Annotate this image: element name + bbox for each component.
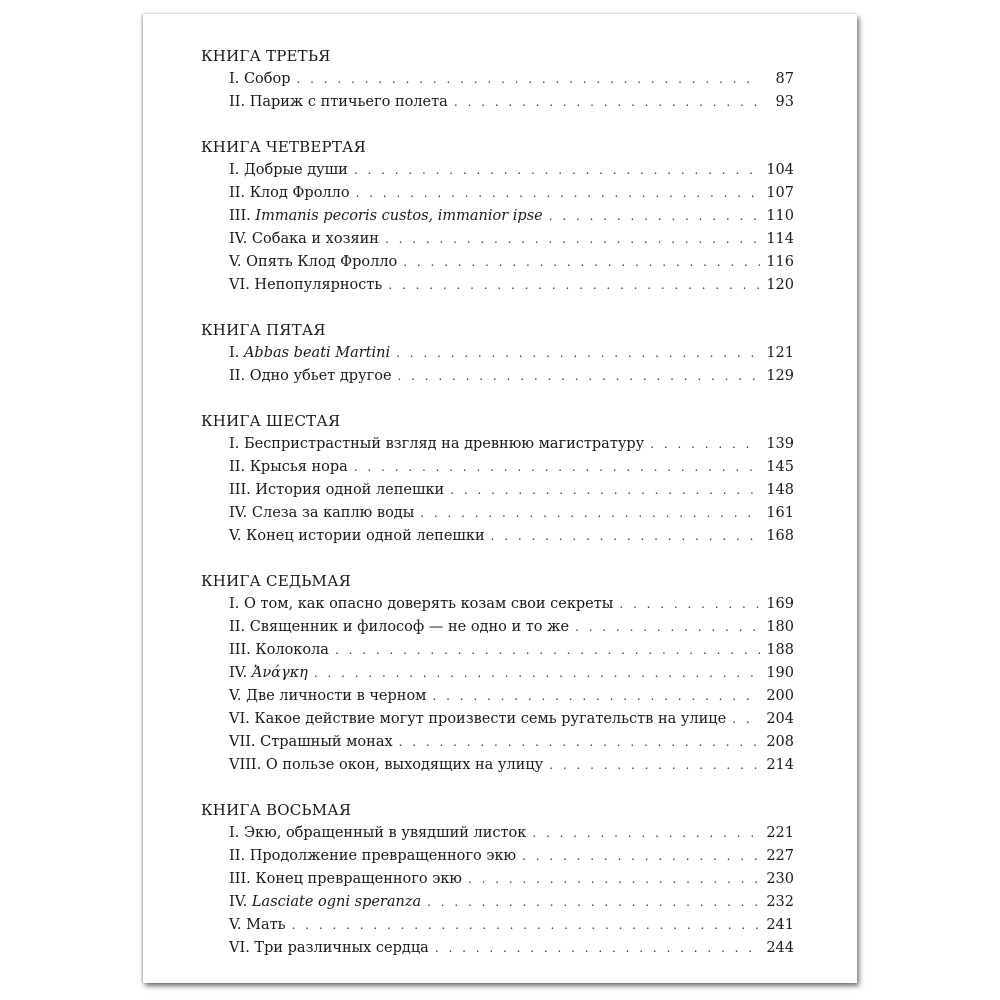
book-title: КНИГА ЧЕТВЕРТАЯ — [201, 138, 366, 156]
page-number: 139 — [766, 436, 794, 452]
chapter-label — [229, 639, 329, 662]
chapter-number: II. — [229, 619, 246, 635]
page-number: 168 — [766, 528, 794, 544]
chapter-title: История одной лепешки — [255, 482, 445, 498]
dot-leader — [335, 639, 760, 662]
dot-leader — [454, 91, 760, 114]
page-number: 188 — [766, 642, 794, 658]
toc-entry[interactable] — [201, 274, 794, 297]
table-of-contents — [201, 45, 794, 982]
chapter-label — [229, 616, 569, 639]
chapter-number: VI. — [229, 277, 250, 293]
dot-leader — [398, 365, 760, 388]
page-number: 230 — [766, 871, 794, 887]
chapter-label — [229, 365, 392, 388]
chapter-title: Immanis pecoris custos, immanior ipse — [255, 208, 543, 224]
page-number: 180 — [766, 619, 794, 635]
page-number: 110 — [766, 208, 794, 224]
chapter-label — [229, 731, 393, 754]
chapter-label — [229, 456, 348, 479]
page-number: 129 — [766, 368, 794, 384]
chapter-label — [229, 274, 382, 297]
chapter-label — [229, 593, 613, 616]
page-number: 208 — [766, 734, 794, 750]
chapter-label — [229, 891, 421, 914]
chapter-number: I. — [229, 436, 240, 452]
chapter-title: Одно убьет другое — [249, 368, 392, 384]
page-number: 161 — [766, 505, 794, 521]
toc-entry[interactable] — [201, 937, 794, 960]
chapter-label — [229, 342, 390, 365]
chapter-title: О том, как опасно доверять козам свои секреты — [243, 596, 614, 612]
chapter-number: II. — [229, 94, 246, 110]
toc-entry[interactable] — [201, 754, 794, 777]
page-number: 200 — [766, 688, 794, 704]
chapter-title: Lasciate ogni speranza — [251, 894, 422, 910]
chapter-title: Добрые души — [243, 162, 348, 178]
chapter-label — [229, 433, 644, 456]
dot-leader — [619, 593, 760, 616]
page-number: 169 — [766, 596, 794, 612]
dot-leader — [388, 274, 760, 297]
toc-entry[interactable] — [201, 251, 794, 274]
chapter-number: IV. — [229, 231, 248, 247]
dot-leader — [522, 845, 760, 868]
page-number: 241 — [766, 917, 794, 933]
dot-leader — [532, 822, 760, 845]
page-number: 227 — [766, 848, 794, 864]
chapter-title: Непопулярность — [254, 277, 383, 293]
toc-entry[interactable] — [201, 205, 794, 228]
dot-leader — [549, 754, 760, 777]
chapter-title: Колокола — [255, 642, 329, 658]
dot-leader — [450, 479, 760, 502]
page-number: 244 — [766, 940, 794, 956]
toc-entry[interactable] — [201, 456, 794, 479]
dot-leader — [314, 662, 760, 685]
toc-book-section — [201, 319, 794, 388]
toc-entry[interactable] — [201, 91, 794, 114]
page-number: 93 — [775, 94, 794, 110]
dot-leader — [491, 525, 760, 548]
chapter-title: Беспристрастный взгляд на древнюю магистратуру — [243, 436, 645, 452]
dot-leader — [396, 342, 760, 365]
toc-entry[interactable] — [201, 822, 794, 845]
page-number: 121 — [766, 345, 794, 361]
chapter-label — [229, 914, 286, 937]
chapter-label — [229, 68, 291, 91]
dot-leader — [354, 456, 760, 479]
page-number: 104 — [766, 162, 794, 178]
dot-leader — [432, 685, 760, 708]
chapter-title: Abbas beati Martini — [243, 345, 391, 361]
chapter-number: IV. — [229, 505, 248, 521]
toc-entry[interactable] — [201, 502, 794, 525]
toc-entry[interactable] — [201, 593, 794, 616]
chapter-number: III. — [229, 482, 251, 498]
chapter-title: Собор — [243, 71, 291, 87]
toc-book-section — [201, 799, 794, 960]
chapter-label — [229, 685, 426, 708]
toc-entry[interactable] — [201, 662, 794, 685]
book-title: КНИГА ТРЕТЬЯ — [201, 47, 331, 65]
book-title: КНИГА ВОСЬМАЯ — [201, 801, 352, 819]
chapter-label — [229, 868, 462, 891]
toc-entry[interactable] — [201, 479, 794, 502]
dot-leader — [468, 868, 760, 891]
page-number: 190 — [766, 665, 794, 681]
chapter-number: II. — [229, 185, 246, 201]
page-number: 221 — [766, 825, 794, 841]
chapter-label — [229, 502, 414, 525]
page-number: 148 — [766, 482, 794, 498]
chapter-title: Клод Фролло — [249, 185, 350, 201]
toc-entry[interactable] — [201, 365, 794, 388]
chapter-title: Париж с птичьего полета — [249, 94, 448, 110]
chapter-label — [229, 251, 397, 274]
dot-leader — [427, 891, 760, 914]
chapter-title: Экю, обращенный в увядший листок — [243, 825, 527, 841]
chapter-label — [229, 662, 308, 685]
chapter-label — [229, 159, 348, 182]
chapter-label — [229, 525, 485, 548]
dot-leader — [292, 914, 760, 937]
chapter-number: I. — [229, 825, 240, 841]
page-number: 145 — [766, 459, 794, 475]
chapter-title: Какое действие могут произвести семь ругательств на улице — [254, 711, 727, 727]
dot-leader — [403, 251, 760, 274]
dot-leader — [575, 616, 760, 639]
page-number: 116 — [766, 254, 794, 270]
chapter-title: Священник и философ — не одно и то же — [249, 619, 570, 635]
chapter-title: Конец истории одной лепешки — [246, 528, 485, 544]
toc-entry[interactable] — [201, 914, 794, 937]
toc-entry[interactable] — [201, 685, 794, 708]
dot-leader — [650, 433, 760, 456]
chapter-number: V. — [229, 254, 242, 270]
dot-leader — [549, 205, 760, 228]
chapter-number: VIII. — [229, 757, 262, 773]
chapter-number: I. — [229, 345, 240, 361]
toc-entry[interactable] — [201, 845, 794, 868]
page-number: 87 — [775, 71, 794, 87]
toc-book-section — [201, 136, 794, 297]
chapter-number: V. — [229, 917, 242, 933]
chapter-number: VI. — [229, 940, 250, 956]
chapter-label — [229, 228, 379, 251]
chapter-number: V. — [229, 688, 242, 704]
toc-book-section — [201, 45, 794, 114]
toc-book-section — [201, 570, 794, 777]
chapter-label — [229, 708, 726, 731]
toc-entry[interactable] — [201, 433, 794, 456]
dot-leader — [420, 502, 760, 525]
chapter-number: I. — [229, 162, 240, 178]
chapter-number: II. — [229, 368, 246, 384]
chapter-number: I. — [229, 71, 240, 87]
toc-entry[interactable] — [201, 616, 794, 639]
toc-entry[interactable] — [201, 182, 794, 205]
toc-entry[interactable] — [201, 891, 794, 914]
chapter-number: VI. — [229, 711, 250, 727]
chapter-label — [229, 205, 543, 228]
toc-entry[interactable] — [201, 159, 794, 182]
chapter-number: V. — [229, 528, 242, 544]
chapter-title: Продолжение превращенного экю — [249, 848, 517, 864]
dot-leader — [732, 708, 760, 731]
chapter-title: Собака и хозяин — [251, 231, 379, 247]
chapter-label — [229, 182, 350, 205]
chapter-number: II. — [229, 459, 246, 475]
toc-entry[interactable] — [201, 731, 794, 754]
toc-entry[interactable] — [201, 639, 794, 662]
chapter-label — [229, 937, 429, 960]
toc-entry[interactable] — [201, 68, 794, 91]
chapter-number: VII. — [229, 734, 256, 750]
chapter-number: IV. — [229, 665, 248, 681]
chapter-title: Ἀνάγκη — [251, 665, 308, 681]
chapter-label — [229, 845, 516, 868]
book-page — [143, 14, 857, 983]
toc-entry[interactable] — [201, 525, 794, 548]
book-title: КНИГА СЕДЬМАЯ — [201, 572, 351, 590]
page-number: 114 — [766, 231, 794, 247]
chapter-number: III. — [229, 642, 251, 658]
chapter-number: I. — [229, 596, 240, 612]
toc-entry[interactable] — [201, 342, 794, 365]
dot-leader — [297, 68, 760, 91]
chapter-label — [229, 479, 444, 502]
chapter-title: Мать — [246, 917, 286, 933]
chapter-number: II. — [229, 848, 246, 864]
chapter-number: III. — [229, 208, 251, 224]
page-number: 204 — [766, 711, 794, 727]
chapter-title: О пользе окон, выходящих на улицу — [265, 757, 544, 773]
page-number: 120 — [766, 277, 794, 293]
chapter-label — [229, 822, 526, 845]
book-title: КНИГА ШЕСТАЯ — [201, 412, 341, 430]
chapter-title: Две личности в черном — [246, 688, 427, 704]
dot-leader — [399, 731, 760, 754]
page-number: 232 — [766, 894, 794, 910]
page-number: 214 — [766, 757, 794, 773]
chapter-title: Крысья нора — [249, 459, 348, 475]
toc-entry[interactable] — [201, 708, 794, 731]
toc-book-section — [201, 410, 794, 548]
chapter-number: IV. — [229, 894, 248, 910]
chapter-label — [229, 91, 448, 114]
toc-entry[interactable] — [201, 228, 794, 251]
chapter-title: Слеза за каплю воды — [251, 505, 415, 521]
chapter-title: Конец превращенного экю — [255, 871, 463, 887]
chapter-title: Три различных сердца — [254, 940, 429, 956]
chapter-title: Страшный монах — [260, 734, 393, 750]
dot-leader — [356, 182, 760, 205]
dot-leader — [385, 228, 760, 251]
chapter-number: III. — [229, 871, 251, 887]
page-number: 107 — [766, 185, 794, 201]
dot-leader — [354, 159, 760, 182]
dot-leader — [435, 937, 760, 960]
chapter-label — [229, 754, 543, 777]
chapter-title: Опять Клод Фролло — [246, 254, 398, 270]
book-title: КНИГА ПЯТАЯ — [201, 321, 326, 339]
toc-entry[interactable] — [201, 868, 794, 891]
